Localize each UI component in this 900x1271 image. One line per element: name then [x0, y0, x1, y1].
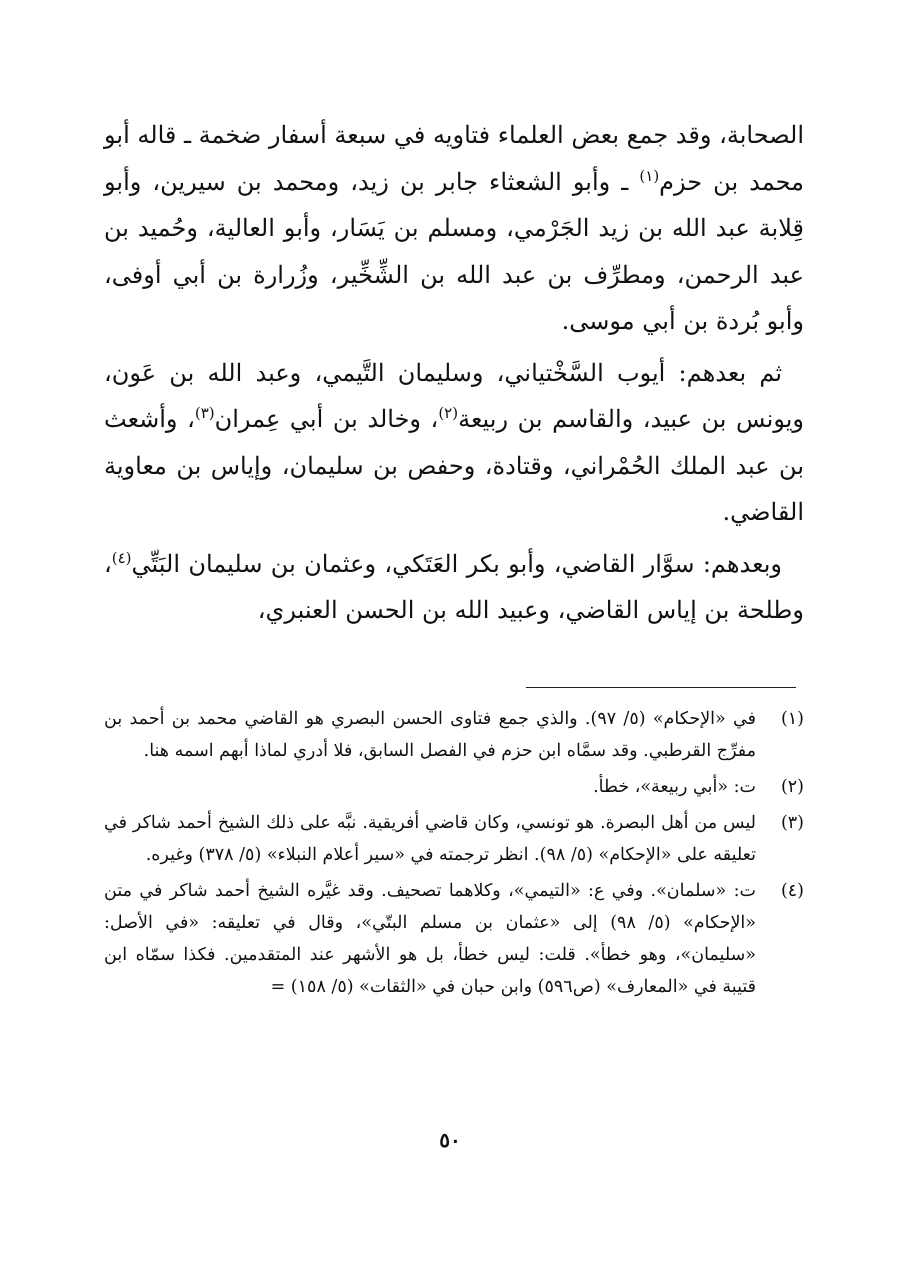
paragraph-2-text-c: ، وأشعث بن عبد الملك الحُمْراني، وقتادة، وحفص بن سليمان، وإياس بن معاوية القاضي.	[104, 405, 804, 526]
footnote-ref-1: (١)	[639, 166, 660, 185]
footnote-text: ت: «أبي ربيعة»، خطأ.	[593, 777, 756, 797]
footnote-number: (٢)	[780, 777, 804, 797]
paragraph-2-text-a: ثم بعدهم: أيوب السَّخْتياني، وسليمان التَّيمي، وعبد الله بن عَون، ويونس بن عبيد، والقاسم بن ربيعة	[104, 358, 804, 433]
footnotes	[104, 703, 804, 1007]
footnote-1	[104, 703, 804, 767]
footnote-ref-3: (٣)	[194, 404, 215, 422]
main-text	[104, 112, 804, 634]
footnote-3	[104, 807, 804, 871]
paragraph-1-text: الصحابة، وقد جمع بعض العلماء فتاويه في سبعة أسفار ضخمة ـ قاله أبو محمد بن حزم	[104, 121, 804, 196]
paragraph-2-text-b: ، وخالد بن أبي عِمران	[214, 405, 439, 433]
page-number: ٥٠	[439, 1128, 461, 1152]
paragraph-1-text-rest: ـ وأبو الشعثاء جابر بن زيد، ومحمد بن سيرين، وأبو قِلابة عبد الله بن زيد الجَرْمي، ومسلم بن يَسَار، وأبو العالية، وحُميد بن عبد الرحمن، ومطرِّف بن عبد الله بن الشِّخِّير، وزُرارة بن أبي أوفى، وأبو بُردة بن أبي موسى.	[104, 167, 804, 335]
footnote-text: في «الإحكام» (٥/ ٩٧). والذي جمع فتاوى الحسن البصري هو القاضي محمد بن أحمد بن مفرِّج القرطبي. وقد سمَّاه ابن حزم في الفصل السابق، فلا أدري لماذا أبهم اسمه هنا.	[104, 709, 756, 761]
paragraph-3	[104, 541, 804, 634]
paragraph-3-text-a: وبعدهم: سوَّار القاضي، وأبو بكر العَتَكي، وعثمان بن سليمان البَتِّي	[131, 549, 782, 578]
footnote-ref-2: (٢)	[438, 404, 459, 422]
footnote-2	[104, 771, 804, 803]
footnote-number: (٣)	[780, 813, 804, 833]
footnote-text: ليس من أهل البصرة. هو تونسي، وكان قاضي أفريقية. نبَّه على ذلك الشيخ أحمد شاكر في تعليقه على «الإحكام» (٥/ ٩٨). انظر ترجمته في «سير أعلام النبلاء» (٥/ ٣٧٨) وغيره.	[104, 813, 756, 865]
footnote-text: ت: «سلمان». وفي ع: «التيمي»، وكلاهما تصحيف. وقد غيَّره الشيخ أحمد شاكر في متن «الإحكام» (٥/ ٩٨) إلى «عثمان بن مسلم البتّي»، وقال في تعليقه: «في الأصل: «سليمان»، وهو خطأ». قلت: ليس خطأ، بل هو الأشهر عند المتقدمين. فكذا سمّاه ابن قتيبة في «المعارف» (ص٥٩٦) وابن حبان في «الثقات» (٥/ ١٥٨) =	[104, 881, 757, 997]
footnote-4	[104, 875, 804, 1003]
footnote-number: (١)	[780, 709, 804, 729]
paragraph-2	[104, 350, 804, 536]
footnote-number: (٤)	[780, 881, 804, 901]
paragraph-1	[104, 112, 804, 345]
paragraph-3-text-b: ، وطلحة بن إياس القاضي، وعبيد الله بن الحسن العنبري،	[104, 549, 804, 624]
footnote-ref-4: (٤)	[111, 548, 132, 567]
footnote-separator	[526, 687, 796, 688]
